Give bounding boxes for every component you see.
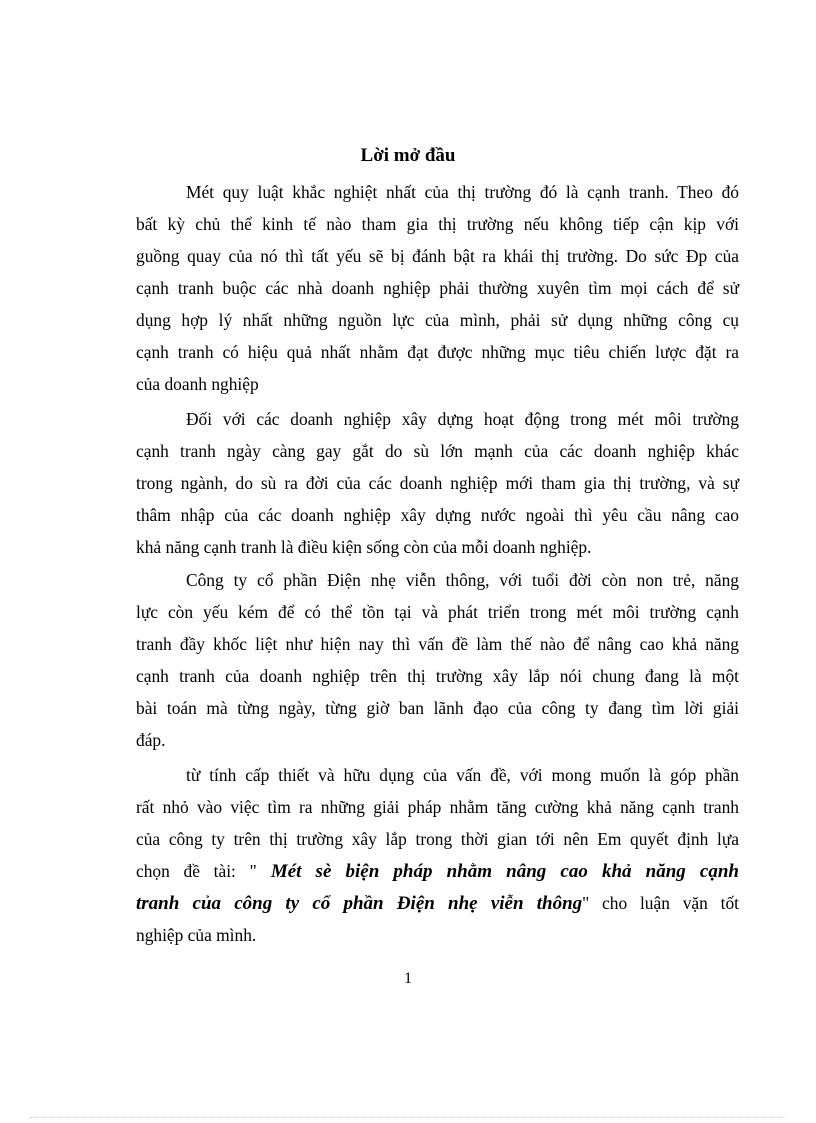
thesis-topic-emphasis: tranh của công ty cổ phần Điện nhẹ viễn thông xyxy=(136,893,583,914)
paragraph-line: cạnh tranh có hiệu quả nhất nhằm đạt được những mục tiêu chiến lược đặt ra xyxy=(136,342,739,362)
paragraph-line: dụng hợp lý nhất những nguồn lực của mình, phải sử dụng những công cụ xyxy=(136,310,739,330)
paragraph-line: nghiệp của mình. xyxy=(136,925,257,945)
paragraph-line: lực còn yếu kém để có thể tồn tại và phát triển trong mét môi trường cạnh xyxy=(136,602,739,622)
paragraph-line: Công ty cổ phần Điện nhẹ viễn thông, với tuổi đời còn non trẻ, năng xyxy=(186,570,739,590)
topic-line xyxy=(136,855,739,887)
topic-line xyxy=(136,887,739,919)
paragraph-line: của doanh nghiệp xyxy=(136,374,259,394)
topic-tail: " cho luận vặn tốt xyxy=(582,893,739,913)
paragraph-1 xyxy=(136,176,739,400)
paragraph-line: rất nhỏ vào việc tìm ra những giải pháp nhằm tăng cường khả năng cạnh tranh xyxy=(136,797,739,817)
paragraph-2 xyxy=(136,403,739,563)
thesis-topic-emphasis: Mét sè biện pháp nhằm nâng cao khả năng cạnh xyxy=(256,861,739,882)
paragraph-line: của công ty trên thị trường xây lắp trong thời gian tới nên Em quyết định lựa xyxy=(136,829,739,849)
paragraph-3 xyxy=(136,564,739,756)
topic-lead: chọn đề tài: " xyxy=(136,861,257,881)
paragraph-line: thâm nhập của các doanh nghiệp xây dựng nước ngoài thì yêu cầu nâng cao xyxy=(136,505,739,525)
paragraph-line: bất kỳ chủ thể kinh tế nào tham gia thị trường nếu không tiếp cận kịp với xyxy=(136,214,739,234)
paragraph-line: cạnh tranh buộc các nhà doanh nghiệp phải thường xuyên tìm mọi cách để sử xyxy=(136,278,739,298)
paragraph-line: guồng quay của nó thì tất yếu sẽ bị đánh bật ra khái thị trường. Do sức Ðp của xyxy=(136,246,739,266)
paragraph-line: tranh đầy khốc liệt như hiện nay thì vấn đề làm thế nào để nâng cao khả năng xyxy=(136,634,739,654)
paragraph-line: cạnh tranh ngày càng gay gắt do sù lớn mạnh của các doanh nghiệp khác xyxy=(136,441,739,461)
paragraph-line: bài toán mà từng ngày, từng giờ ban lãnh đạo của công ty đang tìm lời giải xyxy=(136,698,739,718)
paragraph-line: khả năng cạnh tranh là điều kiện sống còn của mỗi doanh nghiệp. xyxy=(136,537,592,557)
paragraph-line: Mét quy luật khắc nghiệt nhất của thị trường đó là cạnh tranh. Theo đó xyxy=(186,182,739,202)
paragraph-line: Đối với các doanh nghiệp xây dựng hoạt động trong mét môi trường xyxy=(186,409,739,429)
paragraph-4 xyxy=(136,759,739,951)
page-bottom-divider xyxy=(30,1117,786,1118)
page-title: Lời mở đầu xyxy=(360,145,456,166)
page-number: 1 xyxy=(404,970,412,987)
paragraph-line: cạnh tranh của doanh nghiệp trên thị trường xây lắp nói chung đang là một xyxy=(136,666,739,686)
paragraph-line: từ tính cấp thiết và hữu dụng của vấn đề, với mong muốn là góp phần xyxy=(186,765,739,785)
paragraph-line: đáp. xyxy=(136,730,166,750)
paragraph-line: trong ngành, do sù ra đời của các doanh nghiệp mới tham gia thị trường, và sự xyxy=(136,473,739,493)
